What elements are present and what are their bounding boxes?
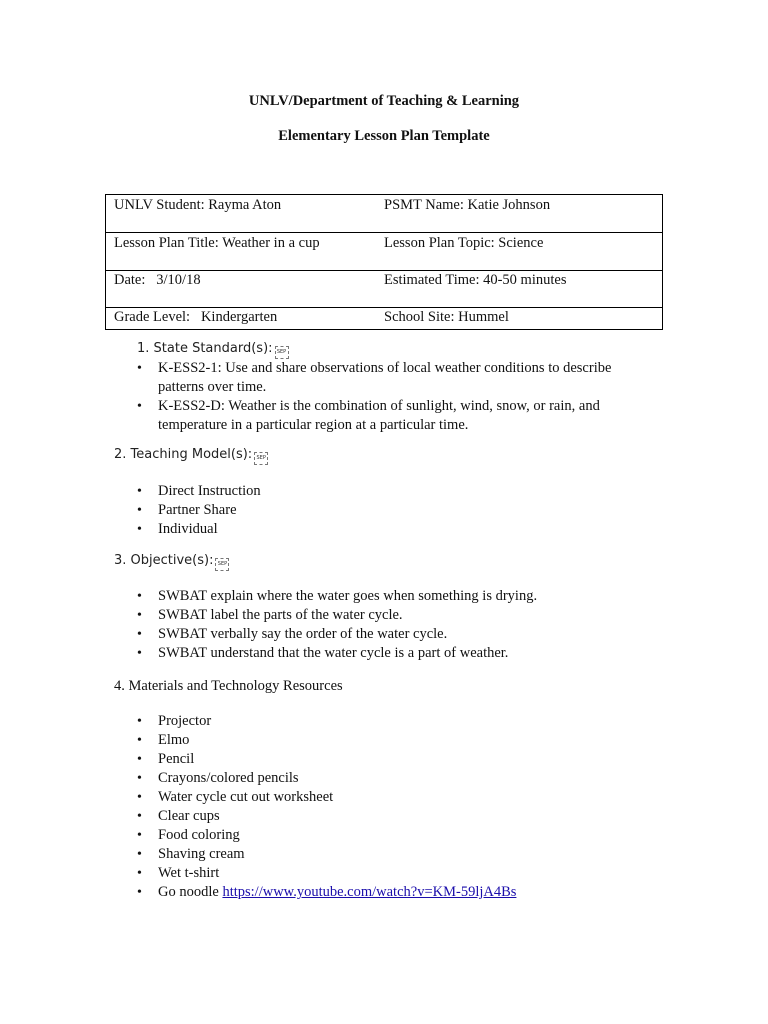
list-item [105,731,665,750]
school-site-cell: School Site: Hummel [376,308,663,330]
bullet: • [137,608,142,623]
list-item [105,397,645,435]
list-item [105,520,645,539]
teaching-models-list [105,482,645,539]
list-item [105,625,665,644]
standards-list [105,359,645,435]
bullet: • [137,522,142,537]
objectives-list [105,587,665,663]
bullet: • [137,399,142,414]
standards-section-title [137,341,289,359]
list-item [105,482,645,501]
materials-list [105,712,665,902]
sep-mark: SEP [275,346,289,359]
list-item [105,501,645,520]
table-row [106,195,663,233]
bullet: • [137,828,142,843]
bullet: • [137,733,142,748]
bullet: • [137,503,142,518]
lesson-info-table [105,194,663,330]
table-row [106,308,663,330]
list-item-text: SWBAT explain where the water goes when something is drying. [158,588,538,604]
go-noodle-link[interactable]: https://www.youtube.com/watch?v=KM-59ljA4Bs [222,884,517,900]
list-item-text: Projector [158,713,212,729]
bullet: • [137,790,142,805]
list-item [105,788,665,807]
list-item-text: Elmo [158,732,190,748]
list-item-text: K-ESS2-1: Use and share observations of local weather conditions to describe patterns over time. [158,360,612,395]
bullet: • [137,484,142,499]
estimated-time-cell: Estimated Time: 40-50 minutes [376,271,663,308]
bullet: • [137,361,142,376]
list-item [105,644,665,663]
bullet: • [137,714,142,729]
list-item [105,359,645,397]
list-item [105,606,665,625]
standards-title-text: 1. State Standard(s): [137,341,273,356]
list-item-text: Individual [158,521,218,537]
lesson-topic-cell: Lesson Plan Topic: Science [376,233,663,271]
list-item [105,883,665,902]
list-item-text: Crayons/colored pencils [158,770,299,786]
list-item [105,845,665,864]
objectives-title-text: 3. Objective(s): [114,553,214,568]
bullet: • [137,885,142,900]
bullet: • [137,646,142,661]
template-title: Elementary Lesson Plan Template [278,128,490,144]
list-item-text: Food coloring [158,827,240,843]
list-item [105,587,665,606]
bullet: • [137,809,142,824]
list-item [105,826,665,845]
bullet: • [137,771,142,786]
list-item-text: K-ESS2-D: Weather is the combination of sunlight, wind, snow, or rain, and temperature in a particular region at a particular time. [158,398,600,433]
bullet: • [137,866,142,881]
list-item [105,769,665,788]
objectives-section-title [114,553,229,571]
list-item [105,864,665,883]
bullet: • [137,752,142,767]
list-item-text: Direct Instruction [158,483,261,499]
list-item-text: Shaving cream [158,846,245,862]
table-row [106,271,663,308]
list-item-text: Water cycle cut out worksheet [158,789,334,805]
teaching-models-title-text: 2. Teaching Model(s): [114,447,253,462]
bullet: • [137,589,142,604]
list-item-text: SWBAT label the parts of the water cycle. [158,607,403,623]
list-item-text: Clear cups [158,808,220,824]
student-cell: UNLV Student: Rayma Aton [106,195,377,233]
list-item [105,750,665,769]
table-row [106,233,663,271]
sep-mark: SEP [215,558,229,571]
teaching-models-section-title [114,447,268,465]
date-cell: Date: 3/10/18 [106,271,377,308]
sep-mark: SEP [254,452,268,465]
list-item [105,807,665,826]
list-item-text: Wet t-shirt [158,865,220,881]
lesson-title-cell: Lesson Plan Title: Weather in a cup [106,233,377,271]
bullet: • [137,627,142,642]
list-item [105,712,665,731]
psmt-cell: PSMT Name: Katie Johnson [376,195,663,233]
list-item-text: Go noodle [158,884,223,900]
department-heading: UNLV/Department of Teaching & Learning [248,93,520,109]
list-item-text: Partner Share [158,502,237,518]
list-item-text: SWBAT understand that the water cycle is a part of weather. [158,645,509,661]
list-item-text: Pencil [158,751,195,767]
list-item-text: SWBAT verbally say the order of the water cycle. [158,626,448,642]
grade-level-cell: Grade Level: Kindergarten [106,308,377,330]
materials-section-title: 4. Materials and Technology Resources [114,678,343,694]
bullet: • [137,847,142,862]
